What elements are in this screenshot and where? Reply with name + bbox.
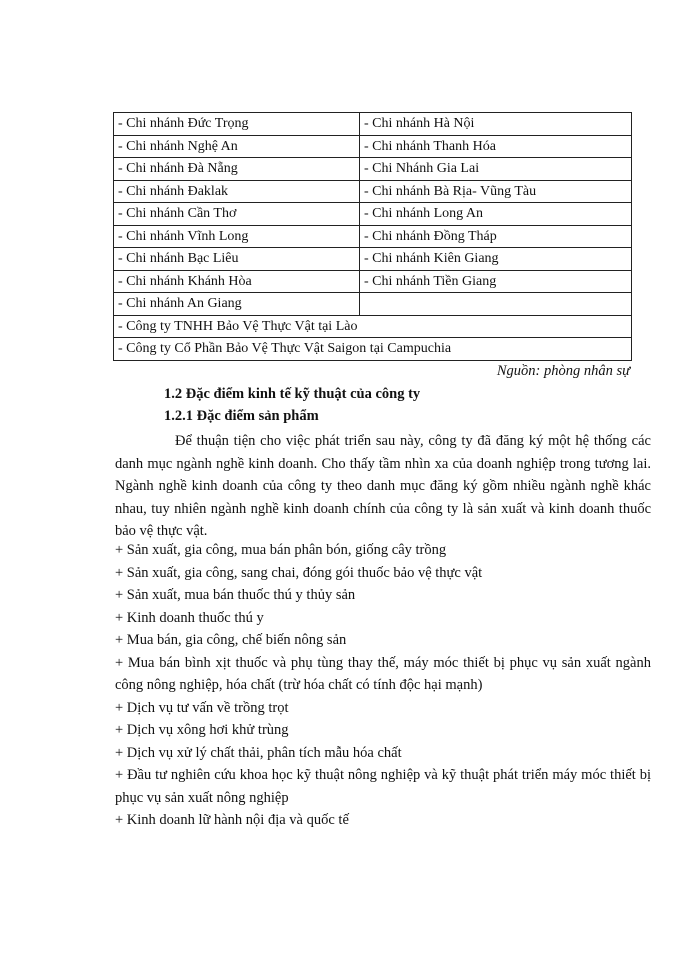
table-row xyxy=(114,135,632,158)
table-cell: - Chi nhánh Thanh Hóa xyxy=(360,135,632,158)
table-row-full xyxy=(114,315,632,338)
list-item: + Sản xuất, mua bán thuốc thú y thủy sản xyxy=(115,587,356,603)
list-item: + Đầu tư nghiên cứu khoa học kỹ thuật nông nghiệp và kỹ thuật phát triển máy móc thiết bị phục vụ sản xuất nông nghiệp xyxy=(115,767,651,806)
table-source-note: Nguồn: phòng nhân sự xyxy=(496,363,630,379)
table-row xyxy=(114,225,632,248)
section-heading-1-2: 1.2 Đặc điểm kinh tế kỹ thuật của công ty xyxy=(164,386,421,402)
business-lines-list xyxy=(115,539,651,832)
table-cell: - Chi nhánh Long An xyxy=(360,203,632,226)
table-row xyxy=(114,203,632,226)
table-cell: - Chi nhánh An Giang xyxy=(114,293,360,316)
list-item: + Sản xuất, gia công, sang chai, đóng gói thuốc bảo vệ thực vật xyxy=(115,564,483,581)
table-row xyxy=(114,180,632,203)
body-paragraph: Để thuận tiện cho việc phát triển sau này, công ty đã đăng ký một hệ thống các danh mục ngành nghề kinh doanh. Cho thấy tầm nhìn xa của doanh nghiệp trong tương lai. Ngành nghề kinh doanh của công ty theo danh mục đăng ký gồm nhiều ngành nghề khác nhau, tuy nhiên ngành nghề kinh doanh chính của công ty là sản xuất và kinh doanh thuốc bảo vệ thực vật. xyxy=(115,433,651,540)
table-row xyxy=(114,293,632,316)
table-row xyxy=(114,270,632,293)
table-cell: - Chi nhánh Tiền Giang xyxy=(360,270,632,293)
table-cell: - Chi nhánh Bạc Liêu xyxy=(114,248,360,271)
section-heading-1-2-1: 1.2.1 Đặc điểm sản phẩm xyxy=(164,408,319,424)
table-cell: - Chi nhánh Đà Nẵng xyxy=(114,158,360,181)
list-item: + Dịch vụ xông hơi khử trùng xyxy=(115,722,289,738)
list-item: + Kinh doanh thuốc thú y xyxy=(115,609,264,626)
table-row xyxy=(114,248,632,271)
branch-table xyxy=(113,112,632,361)
list-item: + Mua bán bình xịt thuốc và phụ tùng thay thế, máy móc thiết bị phục vụ sản xuất ngành công nông nghiệp, hóa chất (trừ hóa chất có tính độc hại mạnh) xyxy=(115,654,651,693)
table-cell: - Công ty TNHH Bảo Vệ Thực Vật tại Lào xyxy=(114,315,632,338)
table-cell: - Chi nhánh Đồng Tháp xyxy=(360,225,632,248)
table-cell: - Chi nhánh Kiên Giang xyxy=(360,248,632,271)
list-item: + Mua bán, gia công, chế biến nông sản xyxy=(115,632,347,648)
table-cell: - Chi Nhánh Gia Lai xyxy=(360,158,632,181)
table-cell-empty xyxy=(360,293,632,316)
table-cell: - Chi nhánh Vĩnh Long xyxy=(114,225,360,248)
table-row xyxy=(114,158,632,181)
list-item: + Sản xuất, gia công, mua bán phân bón, giống cây trồng xyxy=(115,542,447,558)
table-cell: - Chi nhánh Khánh Hòa xyxy=(114,270,360,293)
table-cell: - Chi nhánh Cần Thơ xyxy=(114,203,360,226)
list-item: + Dịch vụ tư vấn về trồng trọt xyxy=(115,699,289,716)
table-cell: - Công ty Cổ Phần Bảo Vệ Thực Vật Saigon tại Campuchia xyxy=(114,338,632,361)
table-row-full xyxy=(114,338,632,361)
table-cell: - Chi nhánh Đức Trọng xyxy=(114,113,360,136)
table-cell: - Chi nhánh Đaklak xyxy=(114,180,360,203)
table-cell: - Chi nhánh Bà Rịa- Vũng Tàu xyxy=(360,180,632,203)
table-row xyxy=(114,113,632,136)
table-cell: - Chi nhánh Nghệ An xyxy=(114,135,360,158)
list-item: + Kinh doanh lữ hành nội địa và quốc tế xyxy=(115,812,349,828)
table-cell: - Chi nhánh Hà Nội xyxy=(360,113,632,136)
list-item: + Dịch vụ xử lý chất thải, phân tích mẫu hóa chất xyxy=(115,744,402,761)
